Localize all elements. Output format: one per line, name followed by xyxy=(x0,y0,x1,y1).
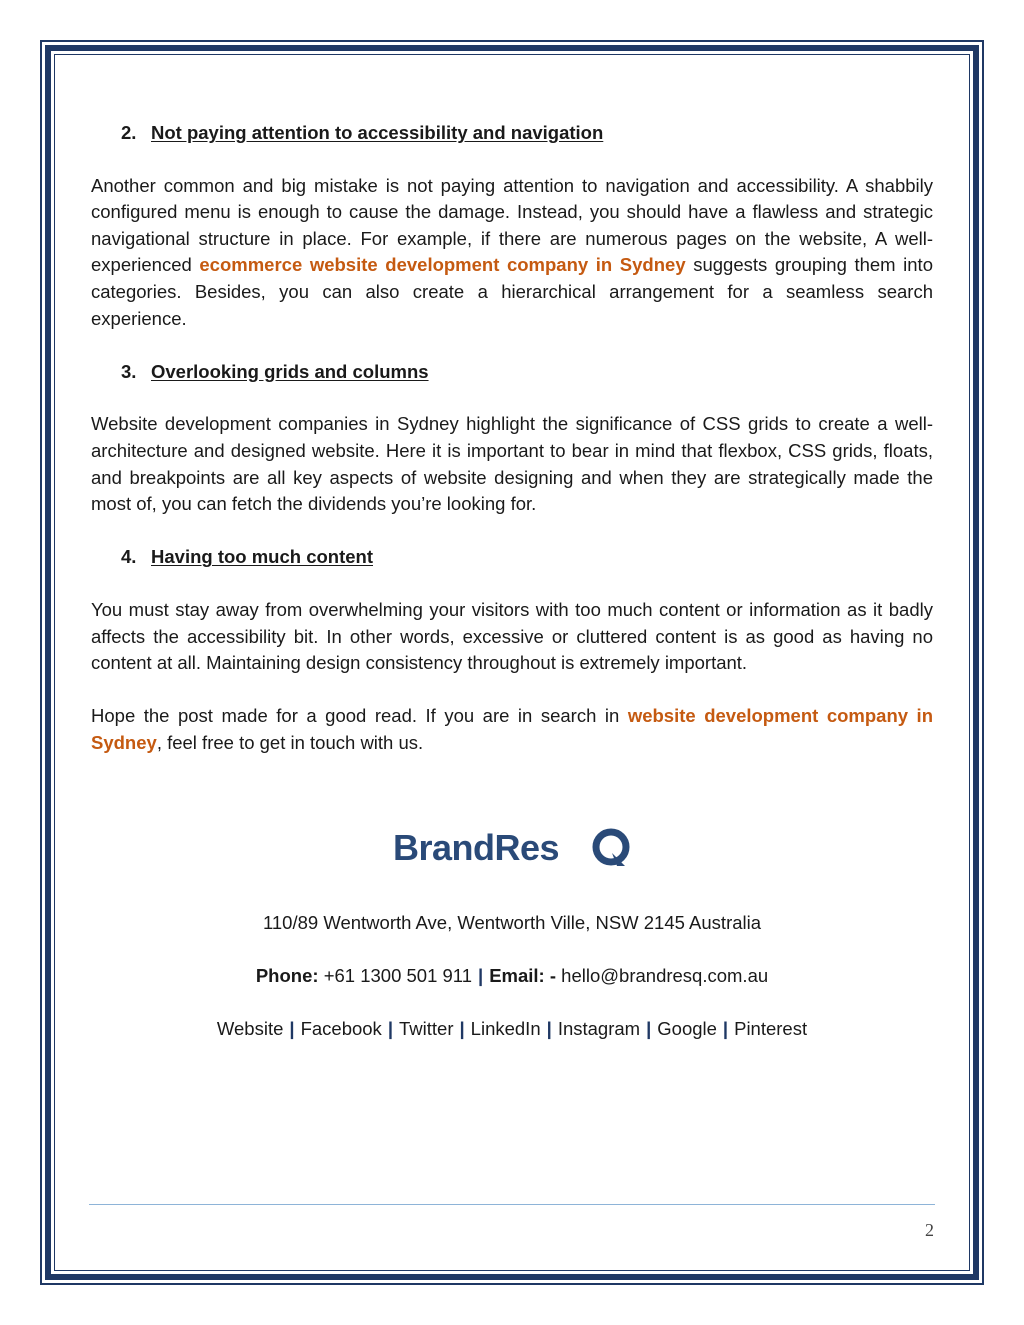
website-link[interactable]: Website xyxy=(216,1018,284,1039)
logo-wordmark: BrandRes xyxy=(393,827,560,868)
section-paragraph xyxy=(91,173,933,333)
section-heading xyxy=(91,359,933,386)
separator: | xyxy=(387,1018,393,1039)
section-paragraph: Website development companies in Sydney highlight the significance of CSS grids to create a well-architecture and designed website. Here it is important to bear in mind that flexbox, CSS grids, floats, and breakpoints are all key aspects of website designing and when they are strategically made the most of, you can fetch the dividends you’re looking for. xyxy=(91,413,933,515)
section-number: 4. xyxy=(121,546,137,568)
section-heading xyxy=(91,544,933,571)
section-title: Not paying attention to accessibility and navigation xyxy=(151,122,604,143)
twitter-link[interactable]: Twitter xyxy=(399,1018,454,1039)
article-body xyxy=(91,120,933,783)
footer-contact xyxy=(0,965,1024,987)
separator: | xyxy=(289,1018,295,1039)
instagram-link[interactable]: Instagram xyxy=(557,1018,641,1039)
separator: | xyxy=(478,965,484,986)
pinterest-link[interactable]: Pinterest xyxy=(734,1018,808,1039)
separator: | xyxy=(546,1018,552,1039)
separator: | xyxy=(722,1018,729,1039)
section-number: 3. xyxy=(121,360,137,382)
footer-links xyxy=(0,1018,1024,1040)
separator: | xyxy=(459,1018,465,1039)
section-heading xyxy=(91,120,933,147)
paragraph-text: Hope the post made for a good read. If you are in search in xyxy=(91,705,628,727)
section-title: Having too much content xyxy=(151,546,373,568)
section-number: 2. xyxy=(121,122,137,143)
separator: | xyxy=(646,1018,652,1039)
ecommerce-dev-link[interactable]: ecommerce website development company in Sydney xyxy=(199,254,686,276)
linkedin-link[interactable]: LinkedIn xyxy=(470,1018,541,1039)
page-number: 2 xyxy=(925,1220,934,1240)
email-address[interactable]: hello@brandresq.com.au xyxy=(561,965,769,986)
paragraph-text: , feel free to get in touch with us. xyxy=(156,731,424,753)
phone-number[interactable]: +61 1300 501 911 xyxy=(323,965,473,986)
closing-paragraph xyxy=(91,703,933,756)
footer-rule xyxy=(89,1204,935,1205)
google-link[interactable]: Google xyxy=(657,1018,717,1039)
phone-label: Phone: xyxy=(255,965,319,986)
section-title: Overlooking grids and columns xyxy=(151,360,429,382)
footer-address: 110/89 Wentworth Ave, Wentworth Ville, NSW 2145 Australia xyxy=(262,912,762,933)
logo-q-mark xyxy=(596,832,626,866)
website-dev-link[interactable]: website development company in Sydney xyxy=(91,705,933,753)
paragraph-text: suggests grouping them into categories. Besides, you can also create a hierarchical arrangement for a seamless search experience. xyxy=(91,254,933,329)
section-paragraph: You must stay away from overwhelming your visitors with too much content or information as it badly affects the accessibility bit. In other words, excessive or cluttered content is as good as having no content at all. Maintaining design consistency throughout is extremely important. xyxy=(91,598,933,674)
facebook-link[interactable]: Facebook xyxy=(300,1018,382,1039)
email-label: Email: - xyxy=(489,965,557,986)
paragraph-text: Another common and big mistake is not paying attention to navigation and accessibility. A shabbily configured menu is enough to cause the damage. Instead, you should have a flawless and strategic navigational structure in place. For example, if there are numerous pages on the website, A well-experienced xyxy=(91,174,933,276)
brandresq-logo xyxy=(393,826,633,870)
